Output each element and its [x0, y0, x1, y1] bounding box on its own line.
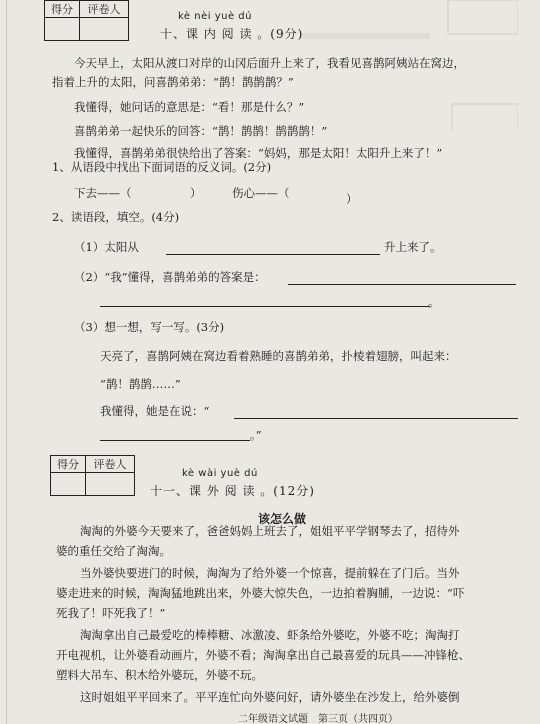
passage-line-2: 指着上升的太阳，问喜鹊弟弟：“鹊！鹊鹊鹊？” — [52, 75, 294, 89]
q3-end: 。” — [250, 428, 262, 442]
q3-answer-line-1[interactable] — [234, 418, 518, 419]
score-table-section11 — [50, 455, 135, 496]
q2-sub1-answer-line[interactable] — [166, 254, 380, 255]
story-line-4: 婆走进来的时候，淘淘猛地跳出来，外婆大惊失色，一边拍着胸脯，一边说：“吓 — [56, 586, 465, 600]
q2-sub2-answer-line-2[interactable] — [100, 306, 430, 307]
q1-word1: 下去——（ — [74, 186, 132, 200]
question1-text: 1、从语段中找出下面词语的反义词。(2分) — [52, 160, 272, 174]
section11-pinyin: kè wài yuè dú — [182, 468, 258, 479]
section10-pinyin: kè nèi yuè dú — [178, 11, 252, 22]
score-cell[interactable] — [51, 473, 86, 496]
score-label: 得分 — [51, 456, 86, 473]
score-cell[interactable] — [45, 18, 80, 41]
passage-line-1: 今天早上，太阳从渡口对岸的山冈后面升上来了，我看见喜鹊阿姨站在窝边， — [74, 56, 465, 70]
q1-close2: ） — [346, 192, 358, 206]
story-line-6: 淘淘拿出自己最爱吃的棒棒糖、冰激凌、虾条给外婆吃，外婆不吃；淘淘打 — [80, 628, 460, 642]
q2-sub2-period: 。 — [428, 295, 440, 309]
grader-label: 评卷人 — [86, 456, 135, 473]
page-footer: 二年级语文试题 第三页（共四页） — [238, 714, 398, 724]
q2-sub1-suffix: 升上来了。 — [384, 240, 442, 254]
score-table-section10 — [44, 0, 129, 41]
story-line-5: 死我了！吓死我了！” — [56, 606, 166, 620]
q3-line2: “鹊！鹊鹊……” — [100, 377, 181, 391]
passage-line-3: 我懂得，她问话的意思是：“看！那是什么？” — [74, 100, 305, 114]
passage-line-4: 喜鹊弟弟一起快乐的回答：“鹊！鹊鹊！鹊鹊鹊！” — [74, 124, 328, 138]
score-label: 得分 — [45, 1, 80, 18]
story-line-7: 开电视机，让外婆看动画片，外婆不看；淘淘拿出自己最喜爱的玩具——冲锋枪、 — [56, 648, 470, 662]
q3-answer-line-2[interactable] — [100, 440, 250, 441]
grader-label: 评卷人 — [80, 1, 129, 18]
fold-shadow — [6, 0, 7, 724]
section10-title: 十、课 内 阅 读 。(9分) — [160, 27, 304, 41]
grader-cell[interactable] — [80, 18, 129, 41]
story-title: 该怎么做 — [258, 512, 307, 526]
q2-sub2-answer-line-1[interactable] — [288, 284, 516, 285]
q1-close1: ） — [190, 186, 202, 200]
story-line-1: 淘淘的外婆今天要来了，爸爸妈妈上班去了，姐姐平平学钢琴去了，招待外 — [80, 524, 460, 538]
story-line-9: 这时姐姐平平回来了。平平连忙向外婆问好，请外婆坐在沙发上，给外婆倒 — [80, 690, 460, 704]
q2-sub2-text: （2）“我”懂得，喜鹊弟弟的答案是： — [74, 270, 266, 284]
story-line-3: 当外婆快要进门的时候，淘淘为了给外婆一个惊喜，提前躲在了门后。当外 — [80, 566, 460, 580]
section11-title: 十一、课 外 阅 读 。(12分) — [150, 484, 315, 498]
q3-line3: 我懂得，她是在说：“ — [100, 404, 210, 418]
passage-line-5: 我懂得，喜鹊弟弟很快给出了答案：“妈妈，那是太阳！太阳升上来了！” — [74, 146, 443, 160]
story-line-2: 婆的重任交给了淘淘。 — [56, 544, 171, 558]
q1-word2: 伤心——（ — [232, 186, 290, 200]
q2-sub1-prefix: （1）太阳从 — [74, 240, 139, 254]
story-line-8: 塑料大吊车、积木给外婆玩，外婆不玩。 — [56, 668, 263, 682]
q3-text: （3）想一想，写一写。(3分) — [74, 320, 225, 334]
grader-cell[interactable] — [86, 473, 135, 496]
q3-line1: 天亮了，喜鹊阿姨在窝边看着熟睡的喜鹊弟弟，扑棱着翅膀，叫起来： — [100, 349, 457, 363]
question2-text: 2、读语段，填空。(4分) — [52, 210, 180, 224]
